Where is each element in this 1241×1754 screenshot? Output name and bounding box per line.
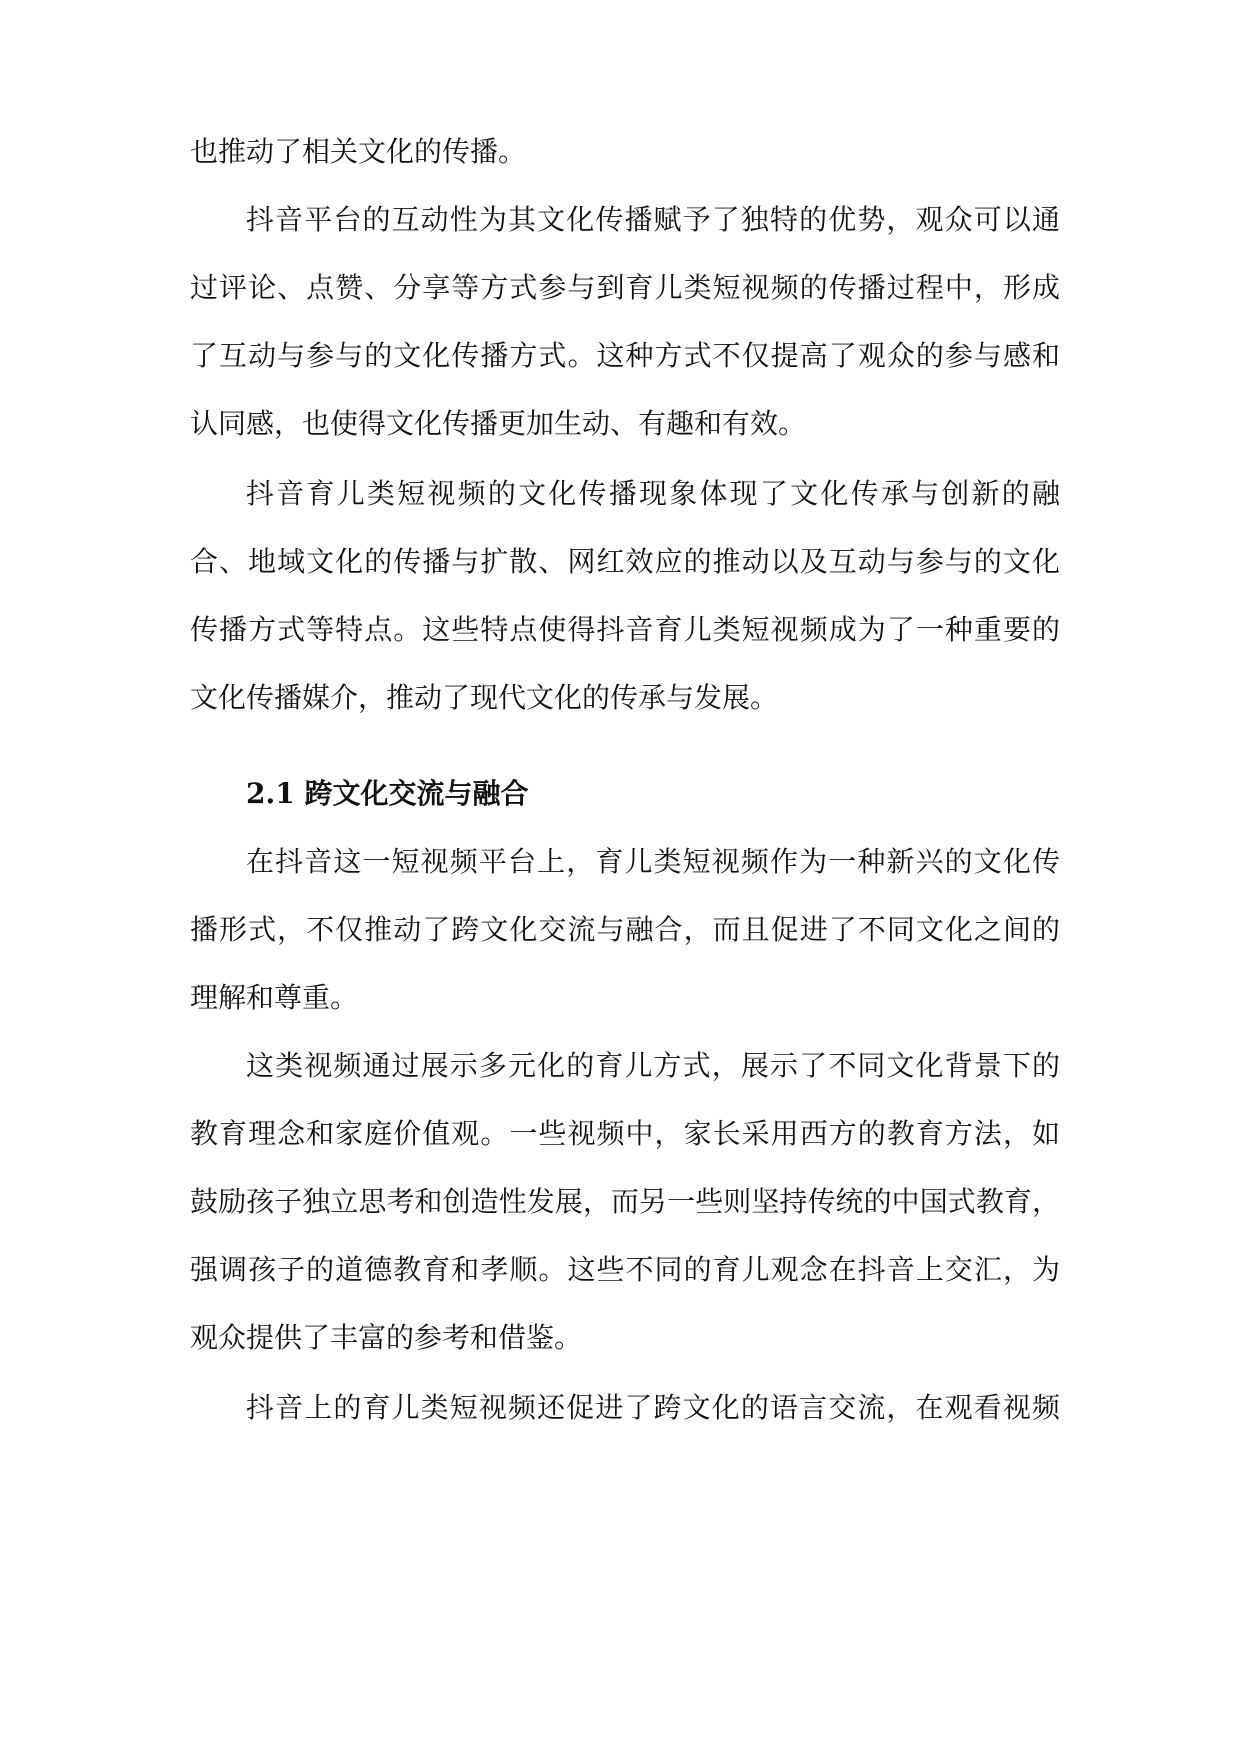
paragraph-line: 这类视频通过展示多元化的育儿方式，展示了不同文化背景下的	[246, 1049, 1060, 1082]
paragraph-line: 教育理念和家庭价值观。一些视频中，家长采用西方的教育方法，如	[190, 1117, 1060, 1150]
paragraph-line: 抖音育儿类短视频的文化传播现象体现了文化传承与创新的融	[246, 477, 1060, 510]
paragraph-line: 过评论、点赞、分享等方式参与到育儿类短视频的传播过程中，形成	[190, 271, 1060, 304]
section-number: 2.1	[246, 777, 295, 810]
paragraph-line: 在抖音这一短视频平台上，育儿类短视频作为一种新兴的文化传	[246, 845, 1060, 878]
paragraph-line: 也推动了相关文化的传播。	[190, 135, 527, 168]
section-title: 跨文化交流与融合	[304, 777, 529, 810]
paragraph-line: 传播方式等特点。这些特点使得抖音育儿类短视频成为了一种重要的	[190, 613, 1060, 646]
paragraph-line: 合、地域文化的传播与扩散、网红效应的推动以及互动与参与的文化	[190, 545, 1060, 578]
paragraph-line: 文化传播媒介，推动了现代文化的传承与发展。	[190, 681, 779, 714]
section-heading	[246, 774, 1060, 814]
paragraph-line: 播形式，不仅推动了跨文化交流与融合，而且促进了不同文化之间的	[190, 913, 1060, 946]
paragraph-line: 认同感，也使得文化传播更加生动、有趣和有效。	[190, 407, 807, 440]
paragraph-line: 观众提供了丰富的参考和借鉴。	[190, 1321, 583, 1354]
paragraph-line: 了互动与参与的文化传播方式。这种方式不仅提高了观众的参与感和	[190, 339, 1060, 372]
paragraph-line: 理解和尊重。	[190, 981, 359, 1014]
paragraph-line: 强调孩子的道德教育和孝顺。这些不同的育儿观念在抖音上交汇，为	[190, 1253, 1060, 1286]
paragraph-line: 抖音平台的互动性为其文化传播赋予了独特的优势，观众可以通	[246, 203, 1060, 236]
paragraph-line: 抖音上的育儿类短视频还促进了跨文化的语言交流，在观看视频	[246, 1391, 1060, 1424]
paragraph-line: 鼓励孩子独立思考和创造性发展，而另一些则坚持传统的中国式教育，	[190, 1185, 1060, 1218]
